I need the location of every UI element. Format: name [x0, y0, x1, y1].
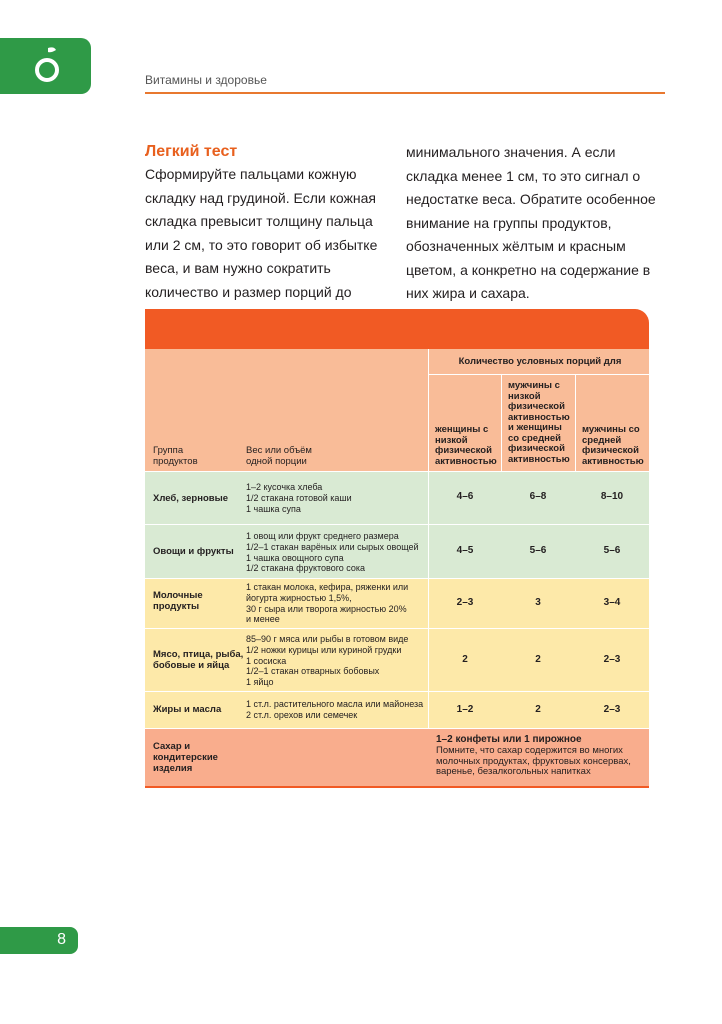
row-value-3: 3–4	[603, 597, 621, 608]
row-value-2: 2	[535, 704, 541, 715]
row-value-3: 2–3	[603, 654, 621, 665]
row-name: Овощи и фрукты	[153, 546, 234, 557]
intro-column-1	[145, 141, 385, 304]
header-group: Группа продуктов	[153, 445, 198, 467]
sugar-note: 1–2 конфеты или 1 пирожное Помните, что сахар содержится во многих молочных продуктах, фруктовых консервах, варенье, безалкогольных напитках	[436, 734, 631, 778]
row-name: Сахар и кондитерские изделия	[153, 741, 218, 774]
table-row	[145, 578, 649, 628]
row-value-2: 2	[535, 654, 541, 665]
row-weight: 1–2 кусочка хлеба 1/2 стакана готовой каши 1 чашка супа	[246, 482, 352, 514]
row-value-1: 2–3	[456, 597, 474, 608]
page-number: 8	[57, 931, 66, 948]
table-row-sugar	[145, 728, 649, 788]
row-name: Жиры и масла	[153, 704, 222, 715]
row-name: Хлеб, зерновые	[153, 493, 229, 504]
table-top-band	[145, 309, 649, 349]
header-weight: Вес или объём одной порции	[246, 445, 312, 467]
table-header	[145, 349, 649, 471]
row-value-1: 4–6	[456, 491, 474, 502]
row-value-1: 1–2	[456, 704, 474, 715]
row-value-3: 5–6	[603, 545, 621, 556]
table-row	[145, 691, 649, 728]
table-row	[145, 524, 649, 578]
table-row	[145, 628, 649, 691]
header-col-men-mid: мужчины со средней физической активностью	[582, 424, 644, 467]
header-col-men-low-women-mid: мужчины с низкой физической активностью и женщины со средней физической активностью	[508, 380, 570, 465]
portions-table	[145, 309, 649, 788]
apple-logo-icon	[34, 44, 60, 84]
section-title: Витамины и здоровье	[145, 73, 267, 87]
row-value-1: 4–5	[456, 545, 474, 556]
row-weight: 1 ст.л. растительного масла или майонеза 2 ст.л. орехов или семечек	[246, 699, 424, 720]
page-number-tab	[0, 927, 78, 954]
row-name: Мясо, птица, рыба, бобовые и яйца	[153, 649, 244, 671]
row-weight: 1 стакан молока, кефира, ряженки или йогурта жирностью 1,5%, 30 г сыра или творога жирностью 20% и менее	[246, 582, 409, 625]
row-value-2: 3	[535, 597, 541, 608]
row-value-2: 5–6	[529, 545, 547, 556]
row-weight: 1 овощ или фрукт среднего размера 1/2–1 стакан варёных или сырых овощей 1 чашка овощного супа 1/2 стакана фруктового сока	[246, 531, 419, 574]
row-value-1: 2	[462, 654, 468, 665]
intro-text-1: Сформируйте пальцами кожную складку над грудиной. Если кожная складка превысит толщину пальца или 2 см, то это говорит об избытке веса, и вам нужно сократить количество и размер порций до	[145, 166, 378, 300]
row-value-3: 8–10	[600, 491, 624, 502]
table-row	[145, 471, 649, 524]
row-weight: 85–90 г мяса или рыбы в готовом виде 1/2 ножки курицы или куриной грудки 1 сосиска 1/2–1 стакан отварных бобовых 1 яйцо	[246, 634, 409, 688]
logo-tab	[0, 38, 91, 94]
row-value-2: 6–8	[529, 491, 547, 502]
row-name: Молочные продукты	[153, 590, 203, 612]
test-heading: Легкий тест	[145, 143, 238, 160]
intro-column-2: минимального значения. А если складка менее 1 см, то это сигнал о недостатке веса. Обратите особенное внимание на группы продуктов, обозначенных жёлтым и красным цветом, а конкретно на содержание в них жира и сахара.	[406, 144, 656, 301]
header-col-women-low: женщины с низкой физической активностью	[435, 424, 497, 467]
header-portions: Количество условных порций для	[458, 356, 622, 367]
row-value-3: 2–3	[603, 704, 621, 715]
header-divider	[145, 92, 665, 94]
